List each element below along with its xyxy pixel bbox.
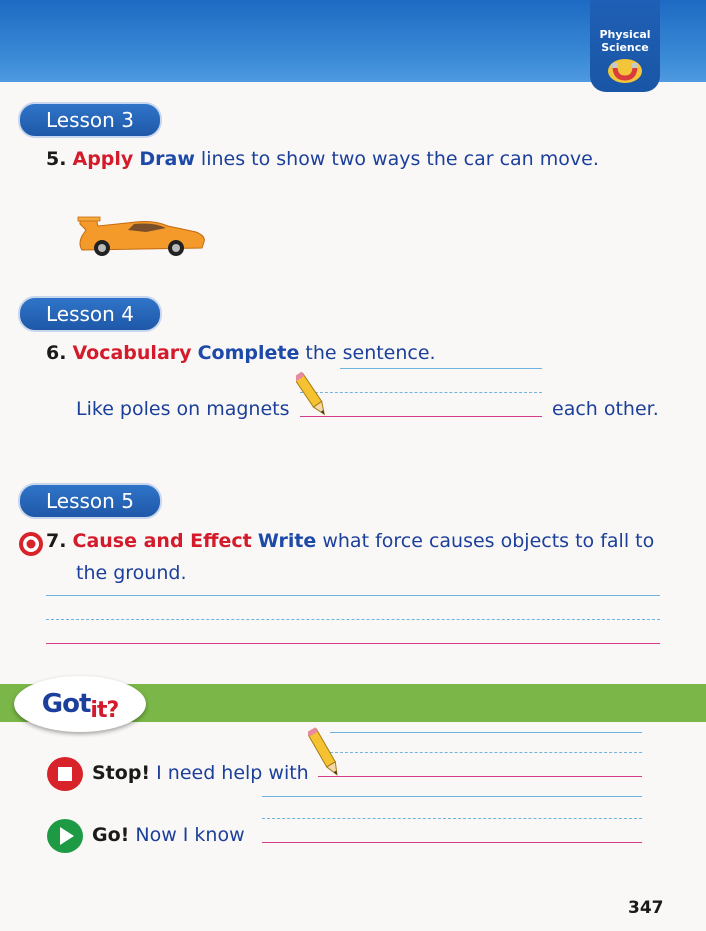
sentence-end: each other. <box>552 398 659 420</box>
go-text: Now I know <box>129 824 245 846</box>
page-number: 347 <box>628 898 664 918</box>
action-verb: Draw <box>139 148 195 170</box>
stop-label: Stop! <box>92 762 151 784</box>
question-number: 5. <box>46 148 67 170</box>
lesson-3-heading: Lesson 3 <box>18 102 162 138</box>
stop-text: I need help with <box>150 762 309 784</box>
writing-line-top <box>330 732 642 733</box>
target-icon <box>18 531 44 557</box>
subject-badge <box>590 0 660 92</box>
question-6 <box>46 342 436 364</box>
got-it-bubble <box>14 676 146 732</box>
stop-icon <box>46 756 84 792</box>
question-text: what force causes objects to fall to <box>316 530 655 552</box>
writing-line-top <box>262 796 642 797</box>
got-it-title: Got <box>41 689 91 719</box>
writing-line-top <box>340 368 542 369</box>
answer-line[interactable] <box>46 643 660 644</box>
action-verb: Write <box>257 530 317 552</box>
skill-label: Cause and Effect <box>72 530 252 552</box>
pencil-icon <box>296 370 328 422</box>
stop-prompt <box>92 762 309 784</box>
question-text: lines to show two ways the car can move. <box>194 148 599 170</box>
action-verb: Complete <box>197 342 300 364</box>
stop-answer-line[interactable] <box>318 776 642 777</box>
got-it-suffix: it? <box>90 698 119 723</box>
question-number: 6. <box>46 342 67 364</box>
skill-label: Apply <box>72 148 134 170</box>
car-image <box>76 208 208 260</box>
writing-line-mid <box>330 752 642 753</box>
skill-label: Vocabulary <box>72 342 192 364</box>
answer-blank[interactable] <box>300 416 542 417</box>
go-answer-line[interactable] <box>262 842 642 843</box>
sentence-start: Like poles on magnets <box>76 398 290 420</box>
magnet-icon <box>607 58 643 84</box>
writing-line-mid <box>300 392 542 393</box>
go-icon <box>46 818 84 854</box>
go-label: Go! <box>92 824 130 846</box>
lesson-5-heading: Lesson 5 <box>18 483 162 519</box>
go-prompt <box>92 824 245 846</box>
writing-line-top <box>46 595 660 596</box>
pencil-icon <box>308 726 342 782</box>
question-5 <box>46 148 599 170</box>
badge-label: Physical Science <box>599 28 651 54</box>
question-7 <box>46 530 654 552</box>
lesson-4-heading: Lesson 4 <box>18 296 162 332</box>
bleed-through-text <box>200 84 207 109</box>
writing-line-mid <box>46 619 660 620</box>
question-text: the sentence. <box>299 342 436 364</box>
question-number: 7. <box>46 530 67 552</box>
writing-line-mid <box>262 818 642 819</box>
question-7-line-2: the ground. <box>76 562 187 584</box>
